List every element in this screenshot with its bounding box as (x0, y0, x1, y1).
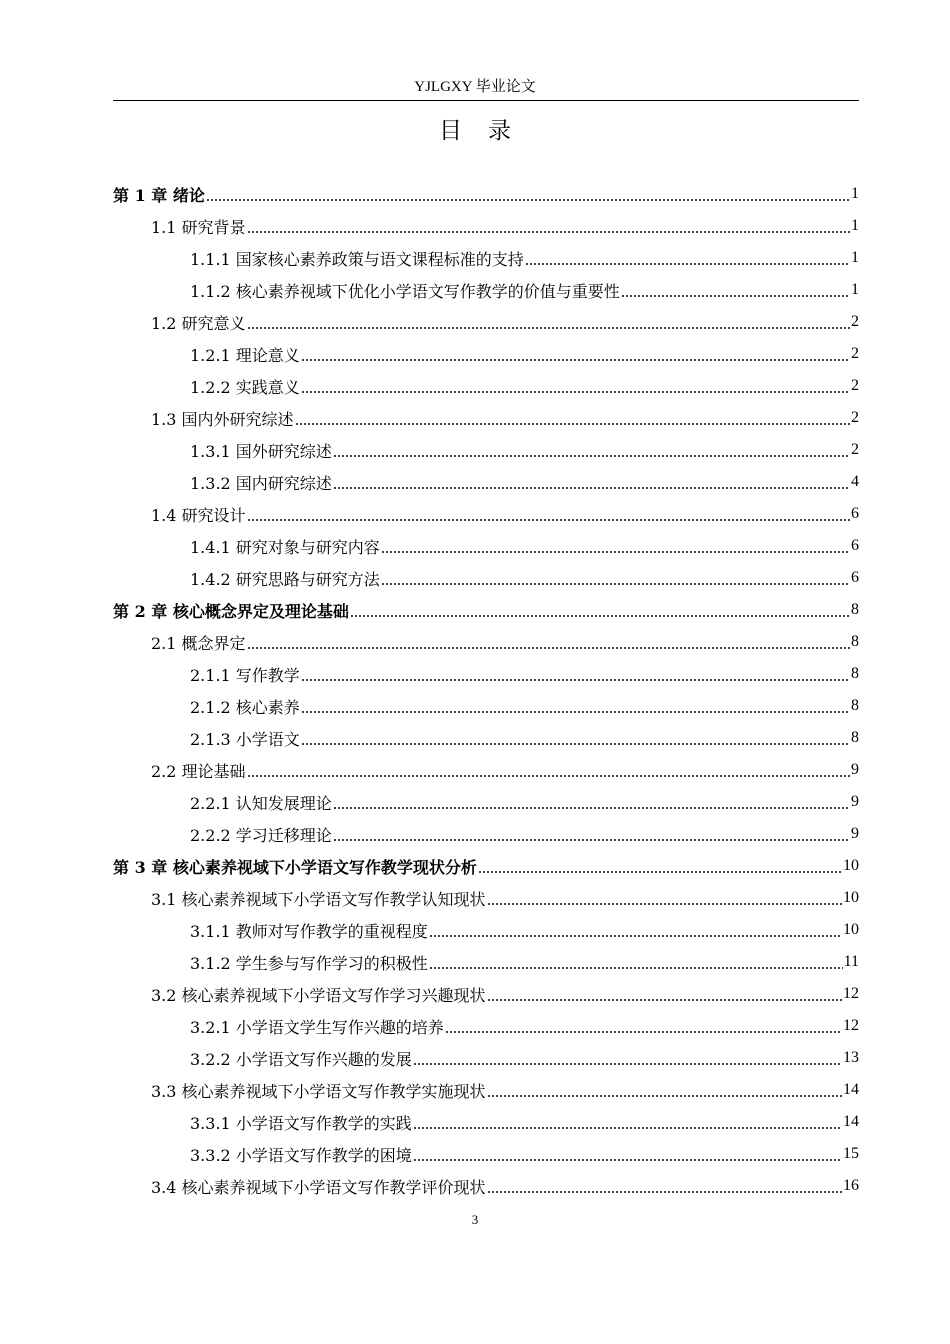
toc-dot-leader (381, 551, 850, 553)
toc-entry[interactable] (113, 626, 859, 658)
toc-dot-leader (413, 1063, 842, 1065)
toc-entry[interactable] (113, 850, 859, 882)
toc-dot-leader (487, 1191, 842, 1193)
toc-dot-leader (247, 647, 850, 649)
toc-entry-title: 3.4 核心素养视域下小学语文写作教学评价现状 (151, 1177, 486, 1197)
toc-entry[interactable] (113, 786, 859, 818)
toc-dot-leader (301, 359, 850, 361)
toc-dot-leader (247, 519, 850, 521)
toc-entry-title: 1.1.2 核心素养视域下优化小学语文写作教学的价值与重要性 (190, 281, 620, 301)
running-header: YJLGXY 毕业论文 (414, 79, 536, 95)
toc-entry-page: 9 (851, 793, 859, 810)
toc-dot-leader (333, 455, 850, 457)
toc-entry-page: 2 (851, 377, 859, 394)
toc-entry[interactable] (113, 466, 859, 498)
toc-dot-leader (487, 903, 842, 905)
toc-entry[interactable] (113, 562, 859, 594)
toc-entry-title: 3.1 核心素养视域下小学语文写作教学认知现状 (151, 889, 486, 909)
toc-entry-page: 1 (851, 249, 859, 266)
toc-entry-page: 9 (851, 825, 859, 842)
toc-entry[interactable] (113, 434, 859, 466)
toc-entry[interactable] (113, 306, 859, 338)
toc-entry[interactable] (113, 498, 859, 530)
toc-entry-page: 10 (843, 889, 859, 906)
toc-entry[interactable] (113, 914, 859, 946)
toc-entry-title: 1.1 研究背景 (151, 217, 246, 237)
toc-dot-leader (301, 391, 850, 393)
toc-entry[interactable] (113, 594, 859, 626)
toc-dot-leader (333, 839, 850, 841)
toc-entry-title: 1.1.1 国家核心素养政策与语文课程标准的支持 (190, 249, 524, 269)
toc-entry-page: 6 (851, 569, 859, 586)
toc-entry-page: 11 (843, 953, 859, 970)
toc-entry[interactable] (113, 178, 859, 210)
toc-entry-title: 1.4.2 研究思路与研究方法 (190, 569, 380, 589)
toc-entry-page: 15 (843, 1145, 859, 1162)
toc-entry-title: 2.1 概念界定 (151, 633, 246, 653)
toc-entry-title: 3.3.2 小学语文写作教学的困境 (190, 1145, 412, 1165)
toc-entry-title: 3.2 核心素养视域下小学语文写作学习兴趣现状 (151, 985, 486, 1005)
toc-entry-page: 6 (851, 537, 859, 554)
toc-entry-page: 14 (843, 1081, 859, 1098)
toc-title: 目录 (439, 118, 537, 144)
toc-entry[interactable] (113, 1170, 859, 1202)
toc-entry-page: 4 (851, 473, 859, 490)
toc-dot-leader (621, 295, 850, 297)
toc-entry-title: 3.3 核心素养视域下小学语文写作教学实施现状 (151, 1081, 486, 1101)
toc-dot-leader (333, 807, 850, 809)
toc-entry-title: 第 1 章 绪论 (113, 185, 205, 205)
toc-dot-leader (301, 711, 850, 713)
toc-entry-title: 1.4.1 研究对象与研究内容 (190, 537, 380, 557)
toc-dot-leader (350, 615, 850, 617)
toc-entry-title: 1.3.2 国内研究综述 (190, 473, 332, 493)
toc-dot-leader (301, 679, 850, 681)
toc-entry-page: 13 (843, 1049, 859, 1066)
toc-entry-page: 9 (851, 761, 859, 778)
toc-dot-leader (487, 999, 842, 1001)
toc-dot-leader (487, 1095, 842, 1097)
toc-entry[interactable] (113, 1138, 859, 1170)
header-divider (113, 100, 859, 101)
toc-entry[interactable] (113, 370, 859, 402)
toc-entry[interactable] (113, 402, 859, 434)
toc-entry-page: 10 (843, 921, 859, 938)
toc-entry-page: 8 (851, 729, 859, 746)
toc-entry-page: 2 (851, 441, 859, 458)
toc-entry[interactable] (113, 658, 859, 690)
toc-entry-page: 8 (851, 697, 859, 714)
toc-dot-leader (295, 423, 850, 425)
toc-entry-title: 1.2.1 理论意义 (190, 345, 300, 365)
toc-entry-page: 1 (851, 185, 859, 202)
toc-entry-title: 第 3 章 核心素养视域下小学语文写作教学现状分析 (113, 857, 477, 877)
toc-dot-leader (301, 743, 850, 745)
toc-dot-leader (445, 1031, 842, 1033)
toc-entry[interactable] (113, 690, 859, 722)
toc-entry-title: 3.1.1 教师对写作教学的重视程度 (190, 921, 428, 941)
toc-dot-leader (247, 327, 850, 329)
toc-entry[interactable] (113, 882, 859, 914)
toc-entry-title: 3.2.2 小学语文写作兴趣的发展 (190, 1049, 412, 1069)
toc-entry[interactable] (113, 1074, 859, 1106)
toc-entry-page: 8 (851, 633, 859, 650)
toc-dot-leader (429, 967, 843, 969)
toc-entry-title: 3.1.2 学生参与写作学习的积极性 (190, 953, 428, 973)
toc-entry[interactable] (113, 210, 859, 242)
toc-entry-page: 2 (851, 345, 859, 362)
toc-dot-leader (247, 231, 850, 233)
toc-dot-leader (247, 775, 850, 777)
toc-entry-title: 第 2 章 核心概念界定及理论基础 (113, 601, 349, 621)
toc-dot-leader (381, 583, 850, 585)
toc-entry[interactable] (113, 978, 859, 1010)
toc-dot-leader (413, 1127, 842, 1129)
toc-entry-title: 2.2.1 认知发展理论 (190, 793, 332, 813)
toc-entry-title: 3.3.1 小学语文写作教学的实践 (190, 1113, 412, 1133)
toc-entry-title: 3.2.1 小学语文学生写作兴趣的培养 (190, 1017, 444, 1037)
page-number: 3 (471, 1212, 479, 1227)
toc-entry-page: 2 (851, 409, 859, 426)
toc-dot-leader (333, 487, 850, 489)
toc-dot-leader (478, 871, 842, 873)
toc-entry-page: 2 (851, 313, 859, 330)
toc-entry-title: 2.1.3 小学语文 (190, 729, 300, 749)
toc-entry-title: 1.3.1 国外研究综述 (190, 441, 332, 461)
toc-entry-title: 2.2 理论基础 (151, 761, 246, 781)
toc-entry-page: 1 (851, 217, 859, 234)
toc-entry-page: 16 (843, 1177, 859, 1194)
toc-entry-page: 8 (851, 665, 859, 682)
toc-entry-page: 1 (851, 281, 859, 298)
toc-entry-page: 12 (843, 1017, 859, 1034)
toc-entry-title: 1.4 研究设计 (151, 505, 246, 525)
toc-entry[interactable] (113, 338, 859, 370)
table-of-contents (113, 178, 859, 1202)
toc-entry[interactable] (113, 530, 859, 562)
toc-dot-leader (525, 263, 850, 265)
toc-entry-title: 1.2.2 实践意义 (190, 377, 300, 397)
toc-entry[interactable] (113, 1010, 859, 1042)
toc-entry[interactable] (113, 1106, 859, 1138)
toc-entry-page: 14 (843, 1113, 859, 1130)
toc-entry[interactable] (113, 946, 859, 978)
toc-entry-title: 2.2.2 学习迁移理论 (190, 825, 332, 845)
toc-dot-leader (429, 935, 842, 937)
toc-dot-leader (413, 1159, 842, 1161)
toc-entry[interactable] (113, 1042, 859, 1074)
toc-entry[interactable] (113, 274, 859, 306)
toc-entry[interactable] (113, 722, 859, 754)
toc-entry[interactable] (113, 242, 859, 274)
toc-entry-page: 10 (843, 857, 859, 874)
toc-entry-title: 2.1.2 核心素养 (190, 697, 300, 717)
toc-dot-leader (206, 199, 850, 201)
toc-entry[interactable] (113, 818, 859, 850)
toc-entry-page: 12 (843, 985, 859, 1002)
toc-entry-title: 2.1.1 写作教学 (190, 665, 300, 685)
toc-entry-title: 1.3 国内外研究综述 (151, 409, 294, 429)
toc-entry-title: 1.2 研究意义 (151, 313, 246, 333)
toc-entry-page: 8 (851, 601, 859, 618)
toc-entry[interactable] (113, 754, 859, 786)
toc-entry-page: 6 (851, 505, 859, 522)
